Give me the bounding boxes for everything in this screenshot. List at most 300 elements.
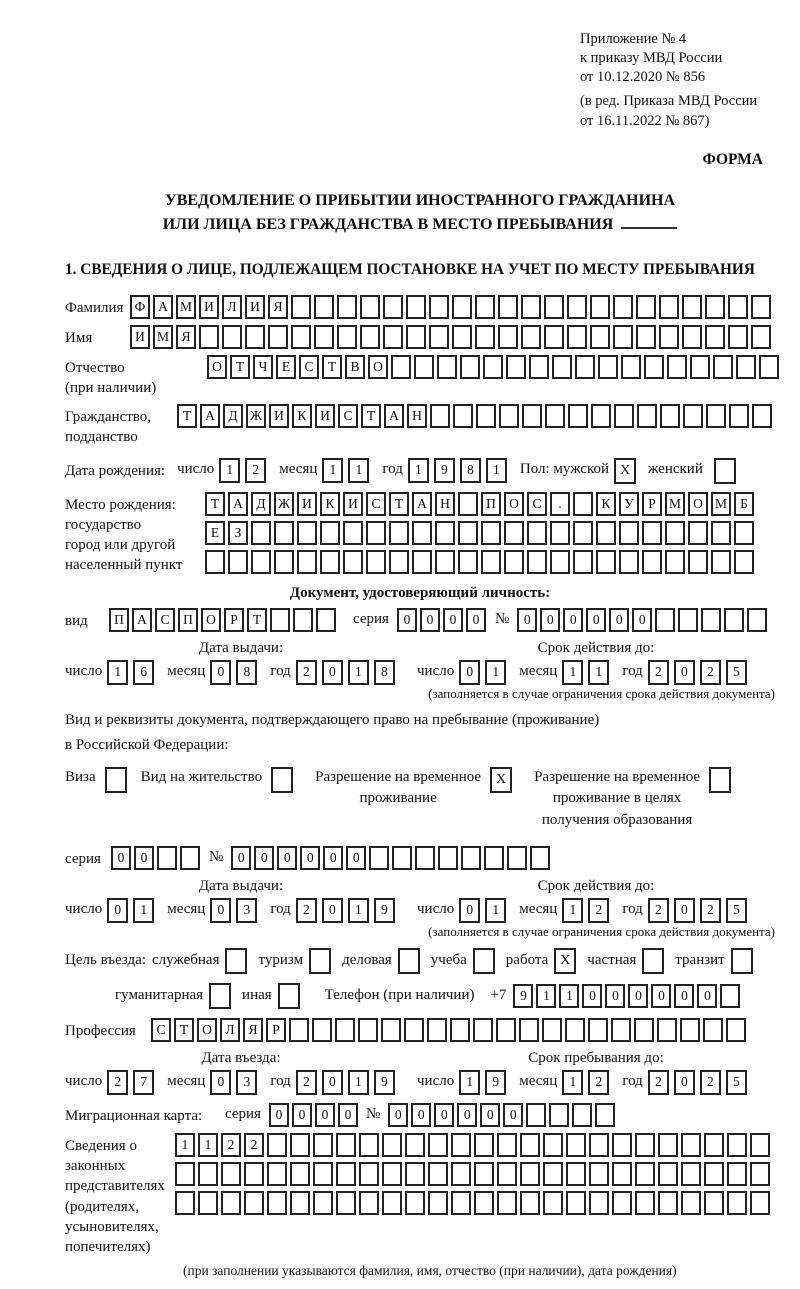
issue-date-heading: Дата выдачи: — [198, 639, 284, 656]
char-cell — [705, 295, 725, 319]
char-cell — [245, 325, 265, 349]
char-cell — [752, 404, 772, 428]
char-cell — [475, 295, 495, 319]
char-cell — [724, 608, 744, 632]
char-cell: 8 — [460, 458, 481, 483]
char-cell — [498, 295, 518, 319]
patronymic-cells — [207, 355, 782, 379]
entry-date-heading: Дата въезда: — [201, 1049, 281, 1066]
char-cell: 1 — [348, 458, 369, 483]
char-cell — [711, 550, 731, 574]
birth-month-cells — [322, 458, 374, 483]
char-cell: З — [228, 521, 248, 545]
char-cell — [655, 608, 675, 632]
char-cell — [157, 846, 177, 870]
char-cell: 1 — [175, 1133, 195, 1157]
char-cell: О — [201, 608, 221, 632]
purpose-humanitarian-checkbox — [209, 983, 231, 1009]
char-cell — [383, 295, 403, 319]
char-cell — [427, 1018, 447, 1042]
stay-until-group — [417, 1050, 775, 1095]
char-cell — [527, 550, 547, 574]
char-cell — [274, 521, 294, 545]
char-cell: П — [109, 608, 129, 632]
char-cell — [360, 325, 380, 349]
char-cell — [728, 325, 748, 349]
char-cell: 1 — [348, 660, 369, 685]
char-cell: 9 — [374, 898, 395, 923]
legal-header — [580, 30, 770, 131]
char-cell — [636, 295, 656, 319]
char-cell — [642, 550, 662, 574]
char-cell: 0 — [292, 1103, 312, 1127]
char-cell — [720, 984, 740, 1008]
char-cell — [566, 1133, 586, 1157]
char-cell — [701, 608, 721, 632]
representatives-row-2 — [175, 1162, 773, 1186]
char-cell: Д — [223, 404, 243, 428]
char-cell — [498, 325, 518, 349]
char-cell — [611, 1018, 631, 1042]
char-cell: 1 — [219, 458, 240, 483]
blank-line — [621, 215, 677, 229]
char-cell: Я — [243, 1018, 263, 1042]
char-cell: В — [345, 355, 365, 379]
char-cell: 0 — [459, 660, 480, 685]
char-cell — [314, 295, 334, 319]
char-cell: Ж — [246, 404, 266, 428]
char-cell: С — [299, 355, 319, 379]
char-cell — [588, 1018, 608, 1042]
char-cell: А — [132, 608, 152, 632]
char-cell: . — [550, 492, 570, 516]
char-cell: И — [245, 295, 265, 319]
char-cell — [437, 355, 457, 379]
rvp-issue-date-group — [65, 878, 417, 923]
birthdate-row — [65, 458, 775, 484]
char-cell — [267, 1162, 287, 1186]
char-cell — [747, 608, 767, 632]
char-cell — [612, 1133, 632, 1157]
header-amendment-line: от 16.11.2022 № 867) — [580, 112, 710, 129]
char-cell: 2 — [700, 898, 721, 923]
char-cell: П — [178, 608, 198, 632]
char-cell: 1 — [536, 984, 556, 1008]
char-cell — [412, 521, 432, 545]
temporary-residence-checkbox — [490, 767, 512, 793]
char-cell — [458, 492, 478, 516]
char-cell — [759, 355, 779, 379]
char-cell — [705, 325, 725, 349]
purpose-study-label: учеба — [430, 952, 467, 969]
representatives-label: Сведения о законных представителях (родителях, усыновителях, попечителях) — [65, 1137, 165, 1256]
form-label: ФОРМА — [702, 150, 763, 168]
char-cell — [681, 1191, 701, 1215]
char-cell — [497, 1191, 517, 1215]
purpose-row-2 — [115, 983, 775, 1009]
char-cell: 2 — [107, 1070, 128, 1095]
char-cell — [635, 1162, 655, 1186]
purpose-humanitarian-label: гуманитарная — [115, 987, 204, 1004]
purpose-work-checkbox — [554, 948, 576, 974]
char-cell — [336, 1133, 356, 1157]
char-cell — [659, 325, 679, 349]
char-cell — [573, 492, 593, 516]
char-cell: 0 — [586, 608, 606, 632]
char-cell: X — [554, 948, 576, 974]
char-cell: К — [596, 492, 616, 516]
char-cell: 2 — [648, 1070, 669, 1095]
char-cell — [727, 1133, 747, 1157]
char-cell — [474, 1162, 494, 1186]
char-cell: 0 — [674, 984, 694, 1008]
char-cell — [198, 1162, 218, 1186]
char-cell — [474, 1133, 494, 1157]
char-cell: О — [688, 492, 708, 516]
char-cell — [727, 1191, 747, 1215]
char-cell — [521, 325, 541, 349]
surname-cells — [130, 295, 774, 319]
char-cell — [520, 1162, 540, 1186]
char-cell — [297, 550, 317, 574]
char-cell: Т — [230, 355, 250, 379]
doc-series-cells — [397, 608, 489, 632]
char-cell: 1 — [485, 898, 506, 923]
char-cell: 0 — [674, 1070, 695, 1095]
char-cell: Я — [176, 325, 196, 349]
char-cell: 0 — [346, 846, 366, 870]
char-cell: И — [343, 492, 363, 516]
char-cell — [711, 521, 731, 545]
char-cell: 0 — [582, 984, 602, 1008]
char-cell: О — [207, 355, 227, 379]
char-cell: 0 — [323, 846, 343, 870]
month-label: месяц — [167, 662, 206, 679]
birthplace-cellrows — [205, 492, 757, 579]
char-cell — [460, 355, 480, 379]
char-cell: 0 — [609, 608, 629, 632]
patronymic-label: Отчество (при наличии) — [65, 359, 157, 396]
rvp-number-cells — [231, 846, 553, 870]
char-cell — [199, 325, 219, 349]
day-label: число — [417, 662, 455, 679]
char-cell — [522, 404, 542, 428]
char-cell — [320, 521, 340, 545]
char-cell — [271, 767, 293, 793]
char-cell — [369, 846, 389, 870]
char-cell — [658, 1162, 678, 1186]
char-cell — [458, 550, 478, 574]
char-cell: А — [153, 295, 173, 319]
char-cell — [412, 550, 432, 574]
char-cell — [451, 1191, 471, 1215]
issue-date-group — [65, 640, 417, 685]
char-cell: П — [481, 492, 501, 516]
char-cell: 2 — [296, 898, 317, 923]
char-cell: 0 — [322, 1070, 343, 1095]
char-cell — [680, 1018, 700, 1042]
char-cell — [222, 325, 242, 349]
expiry-note: (заполняется в случае ограничения срока действия документа) — [428, 685, 775, 701]
char-cell — [665, 521, 685, 545]
char-cell: 1 — [348, 898, 369, 923]
char-cell — [228, 550, 248, 574]
month-label: месяц — [519, 1072, 558, 1089]
char-cell: 0 — [254, 846, 274, 870]
char-cell — [573, 521, 593, 545]
female-label: женский — [648, 460, 703, 477]
char-cell: И — [269, 404, 289, 428]
char-cell: 2 — [700, 1070, 721, 1095]
char-cell — [596, 521, 616, 545]
char-cell — [274, 550, 294, 574]
char-cell — [343, 550, 363, 574]
char-cell — [381, 1018, 401, 1042]
char-cell — [566, 1162, 586, 1186]
char-cell — [382, 1162, 402, 1186]
char-cell: 0 — [388, 1103, 408, 1127]
char-cell: 0 — [397, 608, 417, 632]
char-cell — [751, 325, 771, 349]
char-cell — [590, 295, 610, 319]
char-cell: И — [315, 404, 335, 428]
char-cell: Л — [222, 295, 242, 319]
birthdate-label: Дата рождения: — [65, 462, 166, 479]
surname-row — [65, 295, 775, 319]
char-cell — [335, 1018, 355, 1042]
representatives-note: (при заполнении указываются фамилия, имя, отчество (при наличии), дата рождения) — [183, 1263, 677, 1279]
month-label: месяц — [279, 460, 318, 477]
year-label: год — [622, 1072, 643, 1089]
year-label: год — [270, 900, 291, 917]
purpose-label: Цель въезда: — [65, 952, 146, 969]
surname-label: Фамилия — [65, 299, 124, 316]
temporary-residence-education-checkbox — [709, 767, 731, 793]
representatives-row — [65, 1133, 775, 1258]
char-cell — [589, 1162, 609, 1186]
char-cell — [682, 325, 702, 349]
char-cell — [406, 325, 426, 349]
char-cell — [475, 325, 495, 349]
char-cell — [565, 1018, 585, 1042]
identity-doc-heading: Документ, удостоверяющий личность: — [289, 584, 551, 601]
char-cell — [706, 404, 726, 428]
char-cell — [521, 295, 541, 319]
char-cell — [642, 521, 662, 545]
char-cell — [544, 295, 564, 319]
firstname-row — [65, 325, 775, 349]
issue-month-cells — [210, 660, 262, 685]
char-cell — [575, 355, 595, 379]
birth-year-cells — [408, 458, 512, 483]
representatives-cellrows — [175, 1133, 773, 1220]
char-cell: 1 — [562, 1070, 583, 1095]
char-cell — [313, 1162, 333, 1186]
char-cell — [644, 355, 664, 379]
char-cell — [572, 1103, 592, 1127]
char-cell: 0 — [674, 898, 695, 923]
char-cell: А — [384, 404, 404, 428]
char-cell — [221, 1191, 241, 1215]
issue-day-cells — [107, 660, 159, 685]
char-cell: С — [151, 1018, 171, 1042]
char-cell: 0 — [269, 1103, 289, 1127]
char-cell: Е — [276, 355, 296, 379]
char-cell — [713, 355, 733, 379]
stay-year-cells — [648, 1070, 752, 1095]
char-cell — [613, 295, 633, 319]
char-cell: Т — [247, 608, 267, 632]
char-cell — [435, 521, 455, 545]
doc-number-label: № — [494, 610, 510, 627]
char-cell: 0 — [563, 608, 583, 632]
char-cell — [175, 1191, 195, 1215]
char-cell — [527, 521, 547, 545]
char-cell: С — [366, 492, 386, 516]
char-cell: С — [338, 404, 358, 428]
char-cell: К — [292, 404, 312, 428]
char-cell — [736, 355, 756, 379]
char-cell — [290, 1162, 310, 1186]
char-cell: Т — [361, 404, 381, 428]
char-cell — [336, 1191, 356, 1215]
identity-doc-dates — [65, 640, 775, 685]
char-cell — [545, 404, 565, 428]
char-cell: 9 — [485, 1070, 506, 1095]
visa-checkbox — [105, 767, 127, 793]
char-cell — [360, 295, 380, 319]
char-cell — [731, 948, 753, 974]
expiry-day-cells — [459, 660, 511, 685]
char-cell: 1 — [485, 660, 506, 685]
char-cell: И — [130, 325, 150, 349]
char-cell: 3 — [236, 1070, 257, 1095]
char-cell — [429, 295, 449, 319]
char-cell — [543, 1162, 563, 1186]
char-cell: 1 — [107, 660, 128, 685]
char-cell: Т — [174, 1018, 194, 1042]
char-cell — [473, 948, 495, 974]
char-cell — [251, 550, 271, 574]
month-label: месяц — [167, 900, 206, 917]
char-cell — [573, 550, 593, 574]
char-cell: 1 — [348, 1070, 369, 1095]
char-cell — [267, 1133, 287, 1157]
char-cell — [309, 948, 331, 974]
rvp-expiry-heading: Срок действия до: — [537, 877, 655, 894]
char-cell — [406, 295, 426, 319]
citizenship-cells — [177, 404, 775, 428]
char-cell: 0 — [111, 846, 131, 870]
female-checkbox — [714, 458, 736, 484]
char-cell — [476, 404, 496, 428]
char-cell: 2 — [588, 1070, 609, 1095]
char-cell — [619, 550, 639, 574]
char-cell — [506, 355, 526, 379]
char-cell: 9 — [513, 984, 533, 1008]
expiry-year-cells — [648, 660, 752, 685]
char-cell: 8 — [236, 660, 257, 685]
char-cell — [398, 948, 420, 974]
char-cell: 0 — [210, 1070, 231, 1095]
char-cell — [667, 355, 687, 379]
char-cell — [567, 295, 587, 319]
char-cell — [658, 1133, 678, 1157]
birthplace-row-3 — [205, 550, 757, 574]
char-cell: 0 — [411, 1103, 431, 1127]
char-cell: 2 — [588, 898, 609, 923]
char-cell: 5 — [726, 660, 747, 685]
rvp-expiry-note: (заполняется в случае ограничения срока действия документа) — [428, 923, 775, 939]
char-cell — [452, 295, 472, 319]
char-cell: А — [228, 492, 248, 516]
section1-heading: 1. СВЕДЕНИЯ О ЛИЦЕ, ПОДЛЕЖАЩЕМ ПОСТАНОВКЕ НА УЧЕТ ПО МЕСТУ ПРЕБЫВАНИЯ — [65, 260, 755, 278]
char-cell — [542, 1018, 562, 1042]
char-cell — [704, 1133, 724, 1157]
char-cell — [389, 550, 409, 574]
month-label: месяц — [519, 900, 558, 917]
char-cell — [244, 1162, 264, 1186]
char-cell — [550, 550, 570, 574]
char-cell: Р — [642, 492, 662, 516]
mc-series-cells — [269, 1103, 361, 1127]
char-cell — [499, 404, 519, 428]
char-cell: 0 — [697, 984, 717, 1008]
char-cell — [678, 608, 698, 632]
expiry-date-heading: Срок действия до: — [537, 639, 655, 656]
char-cell — [549, 1103, 569, 1127]
char-cell — [415, 846, 435, 870]
char-cell: 0 — [322, 660, 343, 685]
char-cell — [293, 608, 313, 632]
char-cell — [391, 355, 411, 379]
mc-series-label: серия — [225, 1105, 261, 1122]
char-cell — [635, 1133, 655, 1157]
title-line-1: УВЕДОМЛЕНИЕ О ПРИБЫТИИ ИНОСТРАННОГО ГРАЖДАНИНА — [164, 191, 676, 209]
char-cell: М — [176, 295, 196, 319]
char-cell — [337, 325, 357, 349]
char-cell — [481, 521, 501, 545]
char-cell: 2 — [296, 1070, 317, 1095]
char-cell — [504, 550, 524, 574]
purpose-work-label: работа — [505, 952, 549, 969]
char-cell — [543, 1191, 563, 1215]
char-cell: 0 — [107, 898, 128, 923]
char-cell — [596, 550, 616, 574]
char-cell — [567, 325, 587, 349]
char-cell: 2 — [221, 1133, 241, 1157]
char-cell: 1 — [562, 898, 583, 923]
char-cell: 0 — [628, 984, 648, 1008]
char-cell — [290, 1133, 310, 1157]
phone-label: Телефон (при наличии) — [324, 987, 475, 1004]
char-cell — [451, 1133, 471, 1157]
purpose-row-1 — [65, 948, 775, 974]
char-cell — [484, 846, 504, 870]
char-cell — [642, 948, 664, 974]
char-cell: Е — [205, 521, 225, 545]
rvp-issue-year-cells — [296, 898, 400, 923]
char-cell — [430, 404, 450, 428]
char-cell — [382, 1133, 402, 1157]
entry-dates — [65, 1050, 775, 1095]
char-cell: Т — [205, 492, 225, 516]
char-cell — [451, 1162, 471, 1186]
char-cell — [683, 404, 703, 428]
char-cell — [659, 295, 679, 319]
char-cell: Р — [224, 608, 244, 632]
char-cell — [637, 404, 657, 428]
